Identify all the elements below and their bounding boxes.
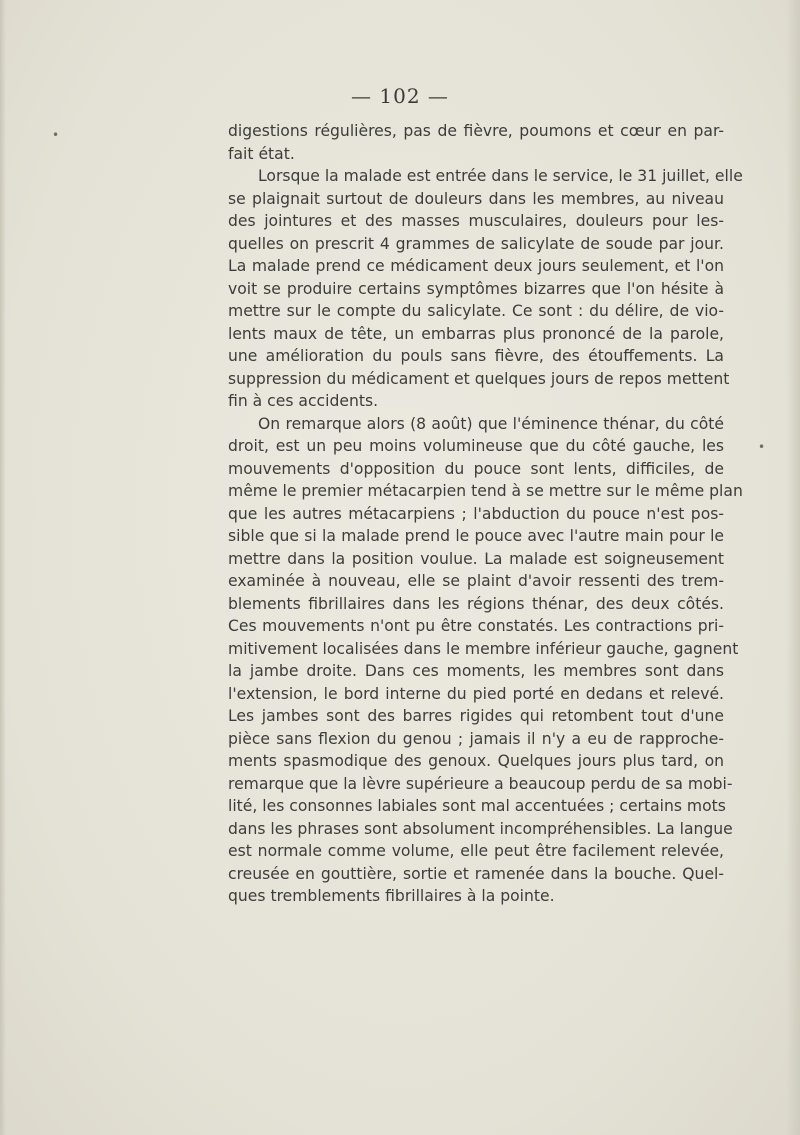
text-line: des jointures et des masses musculaires, douleurs pour les- xyxy=(228,212,724,230)
text-line: lents maux de tête, un embarras plus prononcé de la parole, xyxy=(228,324,724,343)
text-line: examinée à nouveau, elle se plaint d'avoir ressenti des trem- xyxy=(228,572,724,590)
text-line: mouvements d'opposition du pouce sont lents, difficiles, de xyxy=(228,459,724,478)
text-line: que les autres métacarpiens ; l'abduction du pouce n'est pos- xyxy=(228,504,724,523)
text-line: sible que si la malade prend le pouce avec l'autre main pour le xyxy=(228,527,724,545)
text-line: pièce sans flexion du genou ; jamais il n'y a eu de rapproche- xyxy=(228,729,724,748)
margin-speck: • xyxy=(758,440,766,454)
text-line: La malade prend ce médicament deux jours seulement, et l'on xyxy=(228,257,724,275)
page-right-edge xyxy=(786,0,800,1135)
text-line: mettre dans la position voulue. La malade est soigneusement xyxy=(228,549,724,568)
text-line: fin à ces accidents. xyxy=(228,392,379,410)
text-line: voit se produire certains symptômes bizarres que l'on hésite à xyxy=(228,279,724,298)
text-line: une amélioration du pouls sans fièvre, des étouffements. La xyxy=(228,347,724,365)
text-line: Lorsque la malade est entrée dans le service, le 31 juillet, elle xyxy=(258,167,743,185)
page-number: — 102 — xyxy=(351,84,449,108)
text-line: droit, est un peu moins volumineuse que du côté gauche, les xyxy=(228,437,724,455)
text-line: mitivement localisées dans le membre inférieur gauche, gagnent xyxy=(228,639,739,658)
text-line: Les jambes sont des barres rigides qui retombent tout d'une xyxy=(228,707,724,725)
text-line: est normale comme volume, elle peut être facilement relevée, xyxy=(228,842,724,860)
margin-speck: • xyxy=(52,128,60,142)
text-line: lité, les consonnes labiales sont mal accentuées ; certains mots xyxy=(228,797,726,815)
text-line: creusée en gouttière, sortie et ramenée dans la bouche. Quel- xyxy=(228,864,724,883)
text-line: ques tremblements fibrillaires à la pointe. xyxy=(228,887,555,905)
body-text xyxy=(228,120,743,908)
text-line: ments spasmodique des genoux. Quelques jours plus tard, on xyxy=(228,752,724,770)
text-line: digestions régulières, pas de fièvre, poumons et cœur en par- xyxy=(228,122,724,140)
text-line: l'extension, le bord interne du pied porté en dedans et relevé. xyxy=(228,684,724,703)
text-line: quelles on prescrit 4 grammes de salicylate de soude par jour. xyxy=(228,234,724,253)
text-line: remarque que la lèvre supérieure a beaucoup perdu de sa mobi- xyxy=(228,774,733,793)
text-line: même le premier métacarpien tend à se mettre sur le même plan xyxy=(228,482,743,500)
text-line: se plaignait surtout de douleurs dans les membres, au niveau xyxy=(228,189,724,208)
text-line: blements fibrillaires dans les régions thénar, des deux côtés. xyxy=(228,594,724,613)
text-line: Ces mouvements n'ont pu être constatés. Les contractions pri- xyxy=(228,617,724,635)
text-line: fait état. xyxy=(228,144,295,163)
text-line: suppression du médicament et quelques jours de repos mettent xyxy=(228,369,730,388)
text-line: dans les phrases sont absolument incompréhensibles. La langue xyxy=(228,819,733,838)
text-line: la jambe droite. Dans ces moments, les membres sont dans xyxy=(228,662,724,680)
text-line: On remarque alors (8 août) que l'éminence thénar, du côté xyxy=(258,414,724,433)
text-line: mettre sur le compte du salicylate. Ce sont : du délire, de vio- xyxy=(228,302,724,320)
page-left-edge xyxy=(0,0,6,1135)
